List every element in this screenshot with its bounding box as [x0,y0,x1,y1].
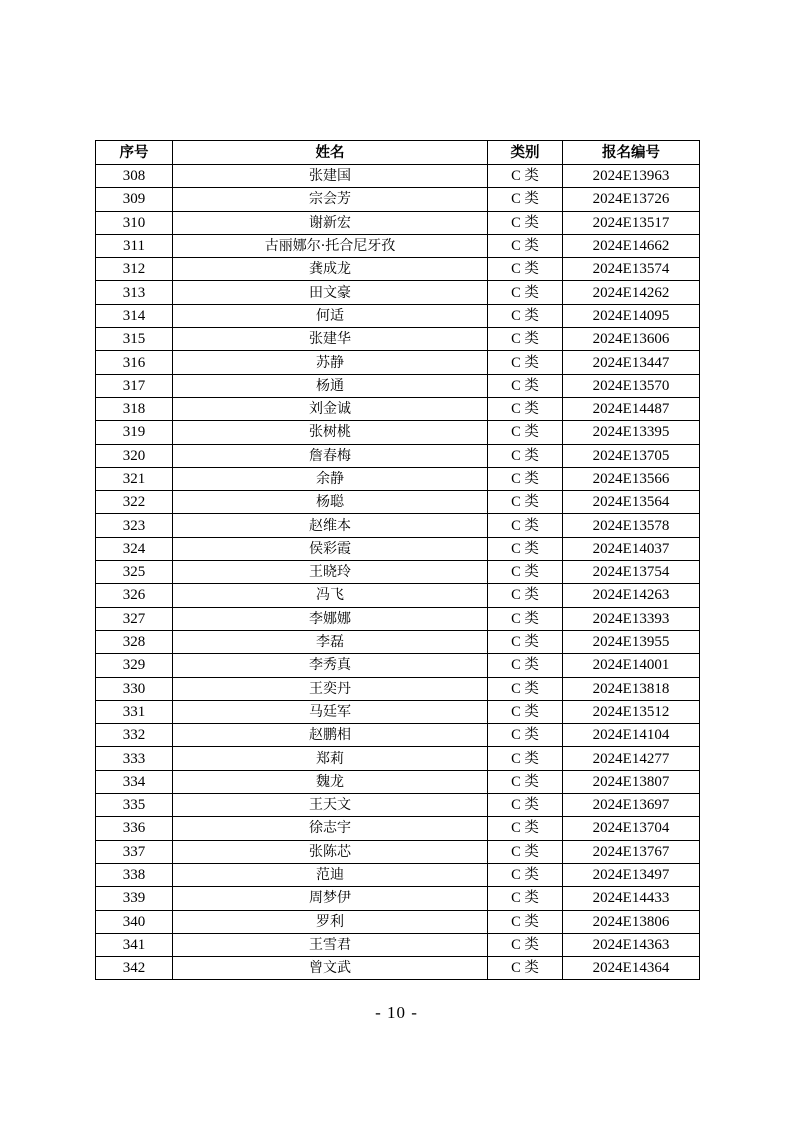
cell-seq: 340 [96,910,173,933]
cell-name: 范迪 [173,863,488,886]
cell-category: C 类 [488,724,563,747]
cell-reg-number: 2024E13754 [563,561,700,584]
cell-category: C 类 [488,630,563,653]
table-row [96,794,700,817]
cell-name: 古丽娜尔·托合尼牙孜 [173,234,488,257]
cell-seq: 329 [96,654,173,677]
cell-seq: 336 [96,817,173,840]
cell-reg-number: 2024E13806 [563,910,700,933]
cell-category: C 类 [488,374,563,397]
cell-name: 徐志宇 [173,817,488,840]
table-row [96,584,700,607]
cell-name: 刘金诚 [173,397,488,420]
cell-name: 赵鹏相 [173,724,488,747]
table-row [96,328,700,351]
cell-category: C 类 [488,514,563,537]
cell-reg-number: 2024E13606 [563,328,700,351]
cell-name: 龚成龙 [173,258,488,281]
cell-seq: 339 [96,887,173,910]
cell-category: C 类 [488,840,563,863]
table-row [96,933,700,956]
cell-seq: 314 [96,304,173,327]
cell-reg-number: 2024E14104 [563,724,700,747]
table-row [96,630,700,653]
cell-category: C 类 [488,328,563,351]
table-row [96,747,700,770]
cell-category: C 类 [488,304,563,327]
cell-seq: 320 [96,444,173,467]
cell-category: C 类 [488,491,563,514]
cell-seq: 319 [96,421,173,444]
page-number: - 10 - [375,1003,418,1022]
cell-category: C 类 [488,957,563,980]
cell-category: C 类 [488,537,563,560]
table-row [96,211,700,234]
cell-reg-number: 2024E14487 [563,397,700,420]
cell-reg-number: 2024E14277 [563,747,700,770]
table-row [96,677,700,700]
cell-category: C 类 [488,863,563,886]
table-row [96,281,700,304]
cell-seq: 332 [96,724,173,747]
cell-seq: 342 [96,957,173,980]
table-row [96,863,700,886]
table-row [96,887,700,910]
cell-category: C 类 [488,607,563,630]
cell-name: 王奕丹 [173,677,488,700]
cell-name: 王雪君 [173,933,488,956]
cell-name: 李娜娜 [173,607,488,630]
cell-seq: 335 [96,794,173,817]
table-body [96,165,700,980]
cell-name: 李秀真 [173,654,488,677]
table-row [96,537,700,560]
cell-reg-number: 2024E13574 [563,258,700,281]
cell-seq: 315 [96,328,173,351]
cell-seq: 323 [96,514,173,537]
cell-category: C 类 [488,561,563,584]
cell-name: 魏龙 [173,770,488,793]
cell-reg-number: 2024E14364 [563,957,700,980]
table-row [96,724,700,747]
cell-reg-number: 2024E13955 [563,630,700,653]
cell-category: C 类 [488,887,563,910]
cell-seq: 333 [96,747,173,770]
table-row [96,351,700,374]
cell-category: C 类 [488,397,563,420]
cell-reg-number: 2024E14037 [563,537,700,560]
cell-category: C 类 [488,444,563,467]
cell-seq: 337 [96,840,173,863]
cell-seq: 313 [96,281,173,304]
cell-name: 曾文武 [173,957,488,980]
cell-reg-number: 2024E14262 [563,281,700,304]
cell-category: C 类 [488,584,563,607]
table-row [96,165,700,188]
cell-category: C 类 [488,188,563,211]
cell-name: 周梦伊 [173,887,488,910]
table-row [96,374,700,397]
cell-name: 田文豪 [173,281,488,304]
cell-reg-number: 2024E14263 [563,584,700,607]
cell-reg-number: 2024E13564 [563,491,700,514]
cell-name: 郑莉 [173,747,488,770]
cell-category: C 类 [488,421,563,444]
cell-category: C 类 [488,281,563,304]
table-row [96,304,700,327]
cell-seq: 324 [96,537,173,560]
table-row [96,421,700,444]
cell-name: 张建华 [173,328,488,351]
cell-reg-number: 2024E13963 [563,165,700,188]
table-row [96,234,700,257]
cell-seq: 328 [96,630,173,653]
table-row [96,258,700,281]
cell-reg-number: 2024E13570 [563,374,700,397]
cell-reg-number: 2024E13578 [563,514,700,537]
cell-reg-number: 2024E13447 [563,351,700,374]
table-row [96,770,700,793]
cell-reg-number: 2024E13704 [563,817,700,840]
cell-reg-number: 2024E13818 [563,677,700,700]
cell-name: 苏静 [173,351,488,374]
cell-reg-number: 2024E13517 [563,211,700,234]
table-row [96,700,700,723]
cell-category: C 类 [488,910,563,933]
cell-name: 张建国 [173,165,488,188]
header-category: 类别 [488,141,563,165]
cell-seq: 322 [96,491,173,514]
cell-name: 罗利 [173,910,488,933]
table-header-row [96,141,700,165]
cell-seq: 316 [96,351,173,374]
cell-reg-number: 2024E13512 [563,700,700,723]
cell-name: 杨聪 [173,491,488,514]
cell-name: 宗会芳 [173,188,488,211]
table-row [96,957,700,980]
cell-seq: 330 [96,677,173,700]
header-reg-number: 报名编号 [563,141,700,165]
cell-reg-number: 2024E13807 [563,770,700,793]
header-name: 姓名 [173,141,488,165]
table-row [96,491,700,514]
cell-name: 马廷军 [173,700,488,723]
cell-seq: 341 [96,933,173,956]
cell-category: C 类 [488,770,563,793]
table-row [96,840,700,863]
cell-seq: 311 [96,234,173,257]
cell-reg-number: 2024E14433 [563,887,700,910]
table-row [96,444,700,467]
cell-category: C 类 [488,467,563,490]
cell-reg-number: 2024E13726 [563,188,700,211]
cell-seq: 327 [96,607,173,630]
cell-reg-number: 2024E14001 [563,654,700,677]
header-seq: 序号 [96,141,173,165]
cell-seq: 312 [96,258,173,281]
cell-reg-number: 2024E13566 [563,467,700,490]
cell-reg-number: 2024E14095 [563,304,700,327]
cell-name: 何适 [173,304,488,327]
cell-seq: 326 [96,584,173,607]
cell-seq: 308 [96,165,173,188]
cell-seq: 321 [96,467,173,490]
cell-name: 张陈芯 [173,840,488,863]
cell-name: 杨通 [173,374,488,397]
cell-category: C 类 [488,165,563,188]
cell-name: 詹春梅 [173,444,488,467]
cell-name: 王晓玲 [173,561,488,584]
table-row [96,397,700,420]
cell-category: C 类 [488,747,563,770]
cell-category: C 类 [488,654,563,677]
cell-seq: 334 [96,770,173,793]
cell-reg-number: 2024E13767 [563,840,700,863]
cell-reg-number: 2024E13395 [563,421,700,444]
table-row [96,467,700,490]
cell-reg-number: 2024E13705 [563,444,700,467]
cell-seq: 325 [96,561,173,584]
cell-category: C 类 [488,794,563,817]
cell-reg-number: 2024E14662 [563,234,700,257]
cell-seq: 331 [96,700,173,723]
cell-seq: 309 [96,188,173,211]
registration-table [95,140,700,980]
table-row [96,654,700,677]
table-row [96,910,700,933]
table-row [96,817,700,840]
cell-reg-number: 2024E14363 [563,933,700,956]
cell-name: 侯彩霞 [173,537,488,560]
cell-reg-number: 2024E13393 [563,607,700,630]
table-row [96,561,700,584]
cell-name: 李磊 [173,630,488,653]
cell-category: C 类 [488,817,563,840]
cell-name: 冯飞 [173,584,488,607]
cell-category: C 类 [488,933,563,956]
cell-name: 余静 [173,467,488,490]
cell-category: C 类 [488,258,563,281]
table-row [96,607,700,630]
cell-category: C 类 [488,677,563,700]
cell-reg-number: 2024E13697 [563,794,700,817]
cell-category: C 类 [488,211,563,234]
cell-name: 王天文 [173,794,488,817]
cell-reg-number: 2024E13497 [563,863,700,886]
cell-name: 张树桃 [173,421,488,444]
table-row [96,514,700,537]
cell-category: C 类 [488,700,563,723]
cell-seq: 338 [96,863,173,886]
cell-seq: 317 [96,374,173,397]
cell-seq: 310 [96,211,173,234]
cell-name: 谢新宏 [173,211,488,234]
cell-category: C 类 [488,351,563,374]
cell-name: 赵维本 [173,514,488,537]
cell-seq: 318 [96,397,173,420]
table-row [96,188,700,211]
cell-category: C 类 [488,234,563,257]
